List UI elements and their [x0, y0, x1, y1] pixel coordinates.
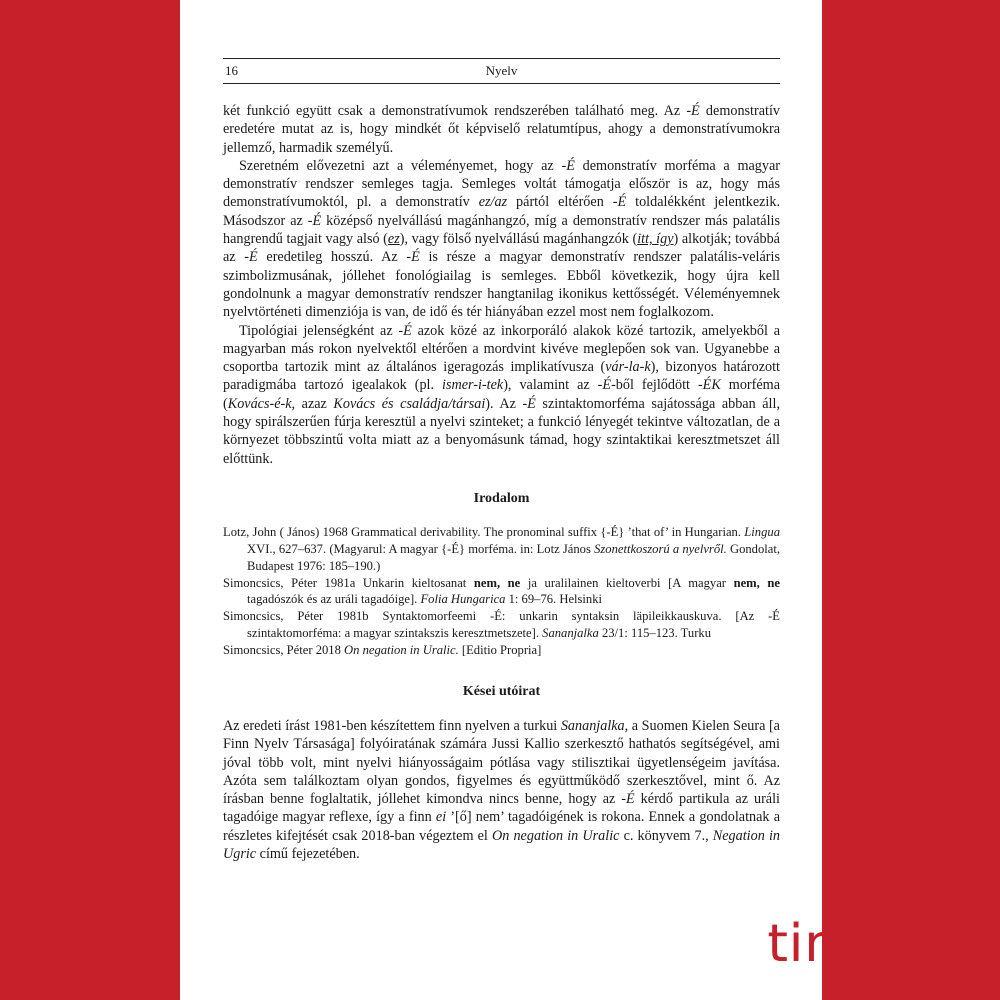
- running-title: Nyelv: [485, 63, 518, 78]
- reference-item: [223, 575, 780, 609]
- text-run: ja uralilainen kieltoverbi [A magyar: [520, 575, 734, 590]
- text-run: -ből fejlődött: [611, 377, 698, 394]
- text-run: Tipológiai jelenségként az: [239, 322, 399, 339]
- text-run: ). Az: [485, 395, 523, 412]
- text-run: Kovács-é-k,: [227, 395, 296, 412]
- text-run: középső nyelvállású magánhangzó, míg a demonstratív rendszer más palatális hangrendű tagjait vagy alsó (: [223, 212, 780, 248]
- running-header: [223, 58, 780, 84]
- text-run: -É: [686, 103, 700, 119]
- text-run: két funkció együtt csak a demonstratívumok rendszerében található meg. Az: [223, 103, 687, 119]
- text-run: -É: [398, 322, 412, 339]
- references-list: [223, 524, 780, 658]
- postscript-heading: Kései utóirat: [462, 683, 541, 699]
- text-run: Kovács és családja/társai: [333, 395, 486, 412]
- text-run: is része a magyar demonstratív rendszer palatális-veláris szimbolizmusának, jóllehet fonológiailag is semleges. Ebből következik, hogy újra kell gondolnunk a magyar demonstratív rendszer hangtanilag ikonikus kettősségét. Véleményemnek nyelvtörténeti dimenziója is van, de idő és tér hiányában ezzel most nem foglalkozom.: [223, 249, 780, 321]
- text-run: demonstratív eredetére mutat az is, hogy mindkét őt képviselő relatumtípus, ahogy a demonstratívumokra jellemző, harmadik személyű.: [223, 103, 780, 156]
- text-run: -É: [597, 377, 612, 394]
- text-run: itt, így: [637, 231, 674, 248]
- text-run: nem, ne: [733, 575, 780, 590]
- text-run: Szonettkoszorú a nyelvről.: [594, 542, 727, 557]
- references-heading: Irodalom: [473, 490, 530, 506]
- text-run: vár-la-k: [605, 359, 651, 376]
- text-run: szintaktomorféma sajátossága abban áll, hogy spirálszerűen fúrja keresztül a nyelvi szinteket; a funkció lényegét tekintve változatlan, de a környezet többszintű volta miatt az a benyomásunk támad, hogy szintaktikai keresztmetszet áll előttünk.: [223, 395, 780, 467]
- text-run: nem, ne: [473, 575, 521, 590]
- text-run: -É: [406, 249, 420, 266]
- text-run: ), valamint az: [503, 377, 598, 394]
- text-run: Gondolat, Budapest 1976: 185–190.): [247, 542, 781, 573]
- reference-item: [223, 642, 780, 659]
- text-run: azok közé az inkorporáló alakok közé tartozik, amelyekből a magyarban más rokon nyelvektől eltérően a mordvint kivéve meglepően sok van. Ugyanebbe a csoportba tartozik mint az általános igeragozás implikatívusza (: [223, 322, 780, 376]
- text-run: Simoncsics, Péter 2018: [223, 642, 345, 657]
- text-run: -É: [522, 395, 536, 412]
- text-run: 1: 69–76. Helsinki: [505, 592, 603, 607]
- text-run: ei: [435, 809, 447, 826]
- text-run: ), bizonyos határozott paradigmába tartozó igealakok (pl.: [223, 359, 780, 394]
- book-page: [180, 0, 822, 1000]
- text-run: morféma (: [223, 377, 780, 412]
- text-run: Simoncsics, Péter 1981a Unkarin kieltosanat: [223, 575, 474, 590]
- text-run: -ÉK: [697, 377, 721, 394]
- text-run: ’[ő] nem’ tagadóigének is rokona. Ennek a gondolatnak a részletes kifejtését csak 2018-ban végeztem el: [223, 809, 780, 844]
- text-run: , a Suomen Kielen Seura [a Finn Nyelv Társasága] folyóiratának számára Jussi Kallio szerkesztő hathatós segítségével, ami jóval több volt, mint nyelvi hiányosságaim pótlása vagy stilisztikai ügyetlenségeim javítása. Azóta sem találkoztam olyan gondos, figyelmes és együttműködő szerkesztővel, mint ő. Az írásban benne foglaltatik, jóllehet kimondva nincs benne, hogy az: [223, 717, 780, 808]
- text-run: Folia Hungarica: [420, 592, 506, 607]
- text-run: 23/1: 115–123. Turku: [598, 626, 712, 641]
- text-run: c. könyvem 7.,: [619, 827, 713, 844]
- paragraph-1: [223, 102, 780, 157]
- page-body: [223, 102, 780, 863]
- text-run: Negation in Ugric: [223, 827, 780, 862]
- text-run: Simoncsics, Péter 1981b Syntaktomorfeemi -É: unkarin syntaksin läpileikkauskuva. [Az -É szintaktomorféma: a magyar szintakszis keresztmetszete].: [223, 609, 780, 641]
- reference-item: [223, 608, 780, 642]
- text-run: -É: [561, 157, 575, 174]
- text-run: XVI., 627–637. (Magyarul: A magyar {-É} morféma. in: Lotz János: [247, 542, 595, 557]
- text-run: Lotz, John ( János) 1968 Grammatical derivability. The pronominal suffix {-É} ’that of’ in Hungarian.: [223, 525, 745, 540]
- text-run: pártól eltérően: [507, 194, 613, 211]
- text-run: Az eredeti írást 1981-ben készítettem finn nyelven a turkui: [223, 717, 561, 734]
- text-run: Sananjalka: [542, 626, 599, 641]
- text-run: -É: [244, 249, 258, 266]
- text-run: című fejezetében.: [256, 845, 360, 862]
- text-run: ), vagy fölső nyelvállású magánhangzók (: [399, 231, 638, 248]
- text-run: On negation in Uralic.: [344, 642, 459, 657]
- postscript-paragraph: [223, 717, 780, 863]
- text-run: -É: [621, 791, 635, 808]
- text-run: demonstratív morféma a magyar demonstratív rendszer semleges tagja. Semleges voltát támogatja először is az, hogy más demonstratívumoktól, pl. a demonstratív: [223, 157, 781, 211]
- text-run: Lingua: [744, 525, 780, 540]
- text-run: On negation in Uralic: [492, 827, 620, 844]
- text-run: [Editio Propria]: [458, 642, 542, 657]
- text-run: azaz: [295, 395, 334, 412]
- paragraph-2: [223, 157, 780, 322]
- reference-item: [223, 524, 780, 574]
- text-run: toldalékként jelentkezik. Másodszor az: [223, 194, 781, 229]
- text-run: tagadószók és az uráli tagadóige].: [247, 592, 421, 607]
- text-run: -É: [307, 212, 322, 229]
- text-run: ez: [387, 231, 400, 248]
- text-run: ez/az: [478, 194, 508, 211]
- text-run: -É: [612, 194, 627, 211]
- text-run: Sananjalka: [560, 717, 625, 734]
- text-run: ismer-i-tek: [442, 377, 504, 394]
- watermark-logo: tinta.hu: [767, 914, 978, 974]
- text-run: ) alkotják; továbbá az: [223, 231, 780, 266]
- text-run: kérdő partikula az uráli tagadóige magyar reflexe, így a finn: [223, 791, 780, 826]
- page-number: 16: [225, 63, 238, 78]
- text-run: Szeretném elővezetni azt a véleményemet, hogy az: [239, 157, 562, 174]
- paragraph-3: [223, 322, 780, 468]
- text-run: eredetileg hosszú. Az: [257, 249, 407, 266]
